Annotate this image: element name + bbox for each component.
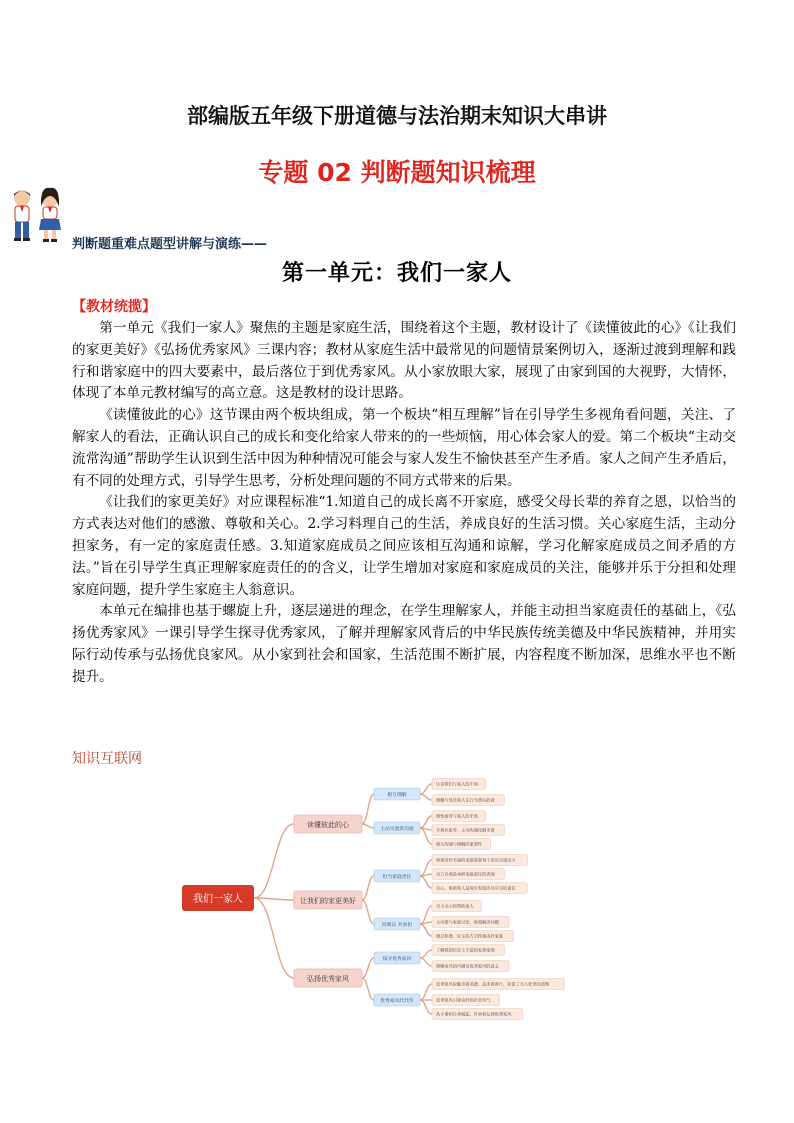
connector-line [254,824,294,898]
mindmap-point-label: 主动参与家庭讨论，协商解决问题 [436,919,499,925]
overview-heading: 【教材统揽】 [72,299,156,315]
mindmap-lesson-label: 读懂彼此的心 [307,821,349,829]
mindmap-point-label: 理解家风的内涵及优秀家风的意义 [436,963,499,969]
connector-line [362,978,374,1000]
mindmap-point-label: 尽力关心和帮助家人 [436,903,474,909]
mindmap-topic-label: 优秀家风代代传 [380,999,414,1004]
mindmap-point-label: 了解我国历史上丰富的家训家规 [436,947,495,953]
connector-line [420,794,432,800]
mindmap-topic-label: 担当家庭责任 [382,875,412,880]
mindmap-point-label: 认识我们与家人的不同 [436,781,478,787]
students-illustration [6,186,68,248]
mindmap-point-label: 从小事和自身做起，传承和弘扬优秀家风 [436,1011,512,1017]
overview-body [72,318,736,689]
mindmap-point-label: 优秀家风引领良好的社会风气 [436,997,491,1003]
connector-line [362,876,374,900]
mindmap-point-label: 自立自强是承担家庭责任的表现 [436,871,495,877]
mindmap-point-label: 多换位思考，主动沟通化解矛盾 [436,827,495,833]
connector-line [362,824,374,828]
connector-line [420,906,432,924]
mindmap-lesson-label: 弘扬优秀家风 [307,975,349,983]
overview-paragraph: 《让我们的家更美好》对应课程标准“1.知道自己的成长离不开家庭，感受父母长辈的养育之恩，以恰当的方式表达对他们的感激、尊敬和关心。2.学习料理自己的生活，养成良好的生活习惯。关心家庭生活，主动分担家务，有一定的家庭责任感。3.知道家庭成员之间应该相互沟通和谅解，学习化解家庭成员之间矛盾的方法。”旨在引导学生真正理解家庭责任的的含义，让学生增加对家庭和家庭成员的关注，能够并乐于分担和处理家庭问题，提升学生家庭主人翁意识。 [72,494,736,598]
connector-line [420,950,432,958]
mindmap-topic-label: 同商议 共承担 [381,923,413,928]
overview-paragraph: 《读懂彼此的心》这节课由两个板块组成，第一个板块“相互理解”旨在引导学生多视角看问题，关注、了解家人的看法，正确认识自己的成长和变化给家人带来的的一些烦恼，用心体会家人的爱。第二个板块“主动交流常沟通”帮助学生认识到生活中因为种种情况可能会与家人发生不愉快甚至产生矛盾。家人之间产生矛盾后，有不同的处理方式，引导学生思考，分析处理问题的不同方式带来的后果。 [72,407,736,489]
mindmap-topic-label: 探寻优秀家风 [382,957,412,962]
connector-line [362,794,374,824]
mindmap-point-label: 理性面对与家人的矛盾 [436,813,478,819]
mindmap-topic-label: 主动交流常沟通 [380,827,414,832]
overview-paragraph: 本单元在编排也基于螺旋上升，逐层递进的理念，在学生理解家人，并能主动担当家庭责任的基础上，《弘扬优秀家风》一课引导学生探寻优秀家风，了解并理解家风背后的中华民族传统美德及中华民族精神，并用实际行动传承与弘扬优良家风。从小家到社会和国家，生活范围不断扩展，内容程度不断加深，思维水平也不断提升。 [72,603,736,685]
document-title: 部编版五年级下册道德与法治期末知识大串讲 [187,104,607,128]
connector-line [420,924,432,936]
mindmap-topic-label: 相互理解 [387,793,407,798]
connector-line [362,900,374,924]
mindmap-root-label: 我们一家人 [193,894,243,905]
connector-line [420,1000,432,1014]
mindmap-point-label: 理解与体会家人在行为背后的爱 [436,797,495,803]
knowledge-mind-map [176,772,596,1022]
connector-line [420,958,432,966]
section-intro: 判断题重难点题型讲解与演练—— [72,237,268,252]
mindmap-point-label: 相互沟通与理解的重要性 [436,841,483,847]
document-subtitle: 专题 02 判断题知识梳理 [258,158,536,187]
mindmap-point-label: 通过和谐、民主的方式构建美好家庭 [436,933,504,939]
connector-line [254,898,294,978]
connector-line [362,958,374,978]
unit-title: 第一单元：我们一家人 [281,260,512,286]
mindmap-point-label: 构建美好幸福的家庭需要每个成员尽责出力 [436,857,516,863]
connector-line [254,898,294,900]
mindmap-point-label: 优秀家风里蕴含着美德、追求着善行、彰显了为人处世的道理 [436,981,550,987]
connector-line [420,816,432,828]
mindmap-lesson-label: 让我们的家更美好 [300,897,356,905]
connector-line [420,984,432,1000]
connector-line [420,784,432,794]
mindmap-point-label: 关心、协助家人是每位家庭成员应尽的责任 [436,885,516,891]
knowledge-map-heading: 知识互联网 [72,751,142,767]
overview-paragraph: 第一单元《我们一家人》聚焦的主题是家庭生活，围绕着这个主题，教材设计了《读懂彼此的心》《让我们的家更美好》《弘扬优秀家风》三课内容；教材从家庭生活中最常见的问题情景案例切入，逐渐过渡到理解和践行和谐家庭中的四大要素中，最后落位于到优秀家风。从小家放眼大家，展现了由家到国的大视野，大情怀，体现了本单元教材编写的高立意。这是教材的设计思路。 [72,320,736,402]
connector-line [420,876,432,888]
